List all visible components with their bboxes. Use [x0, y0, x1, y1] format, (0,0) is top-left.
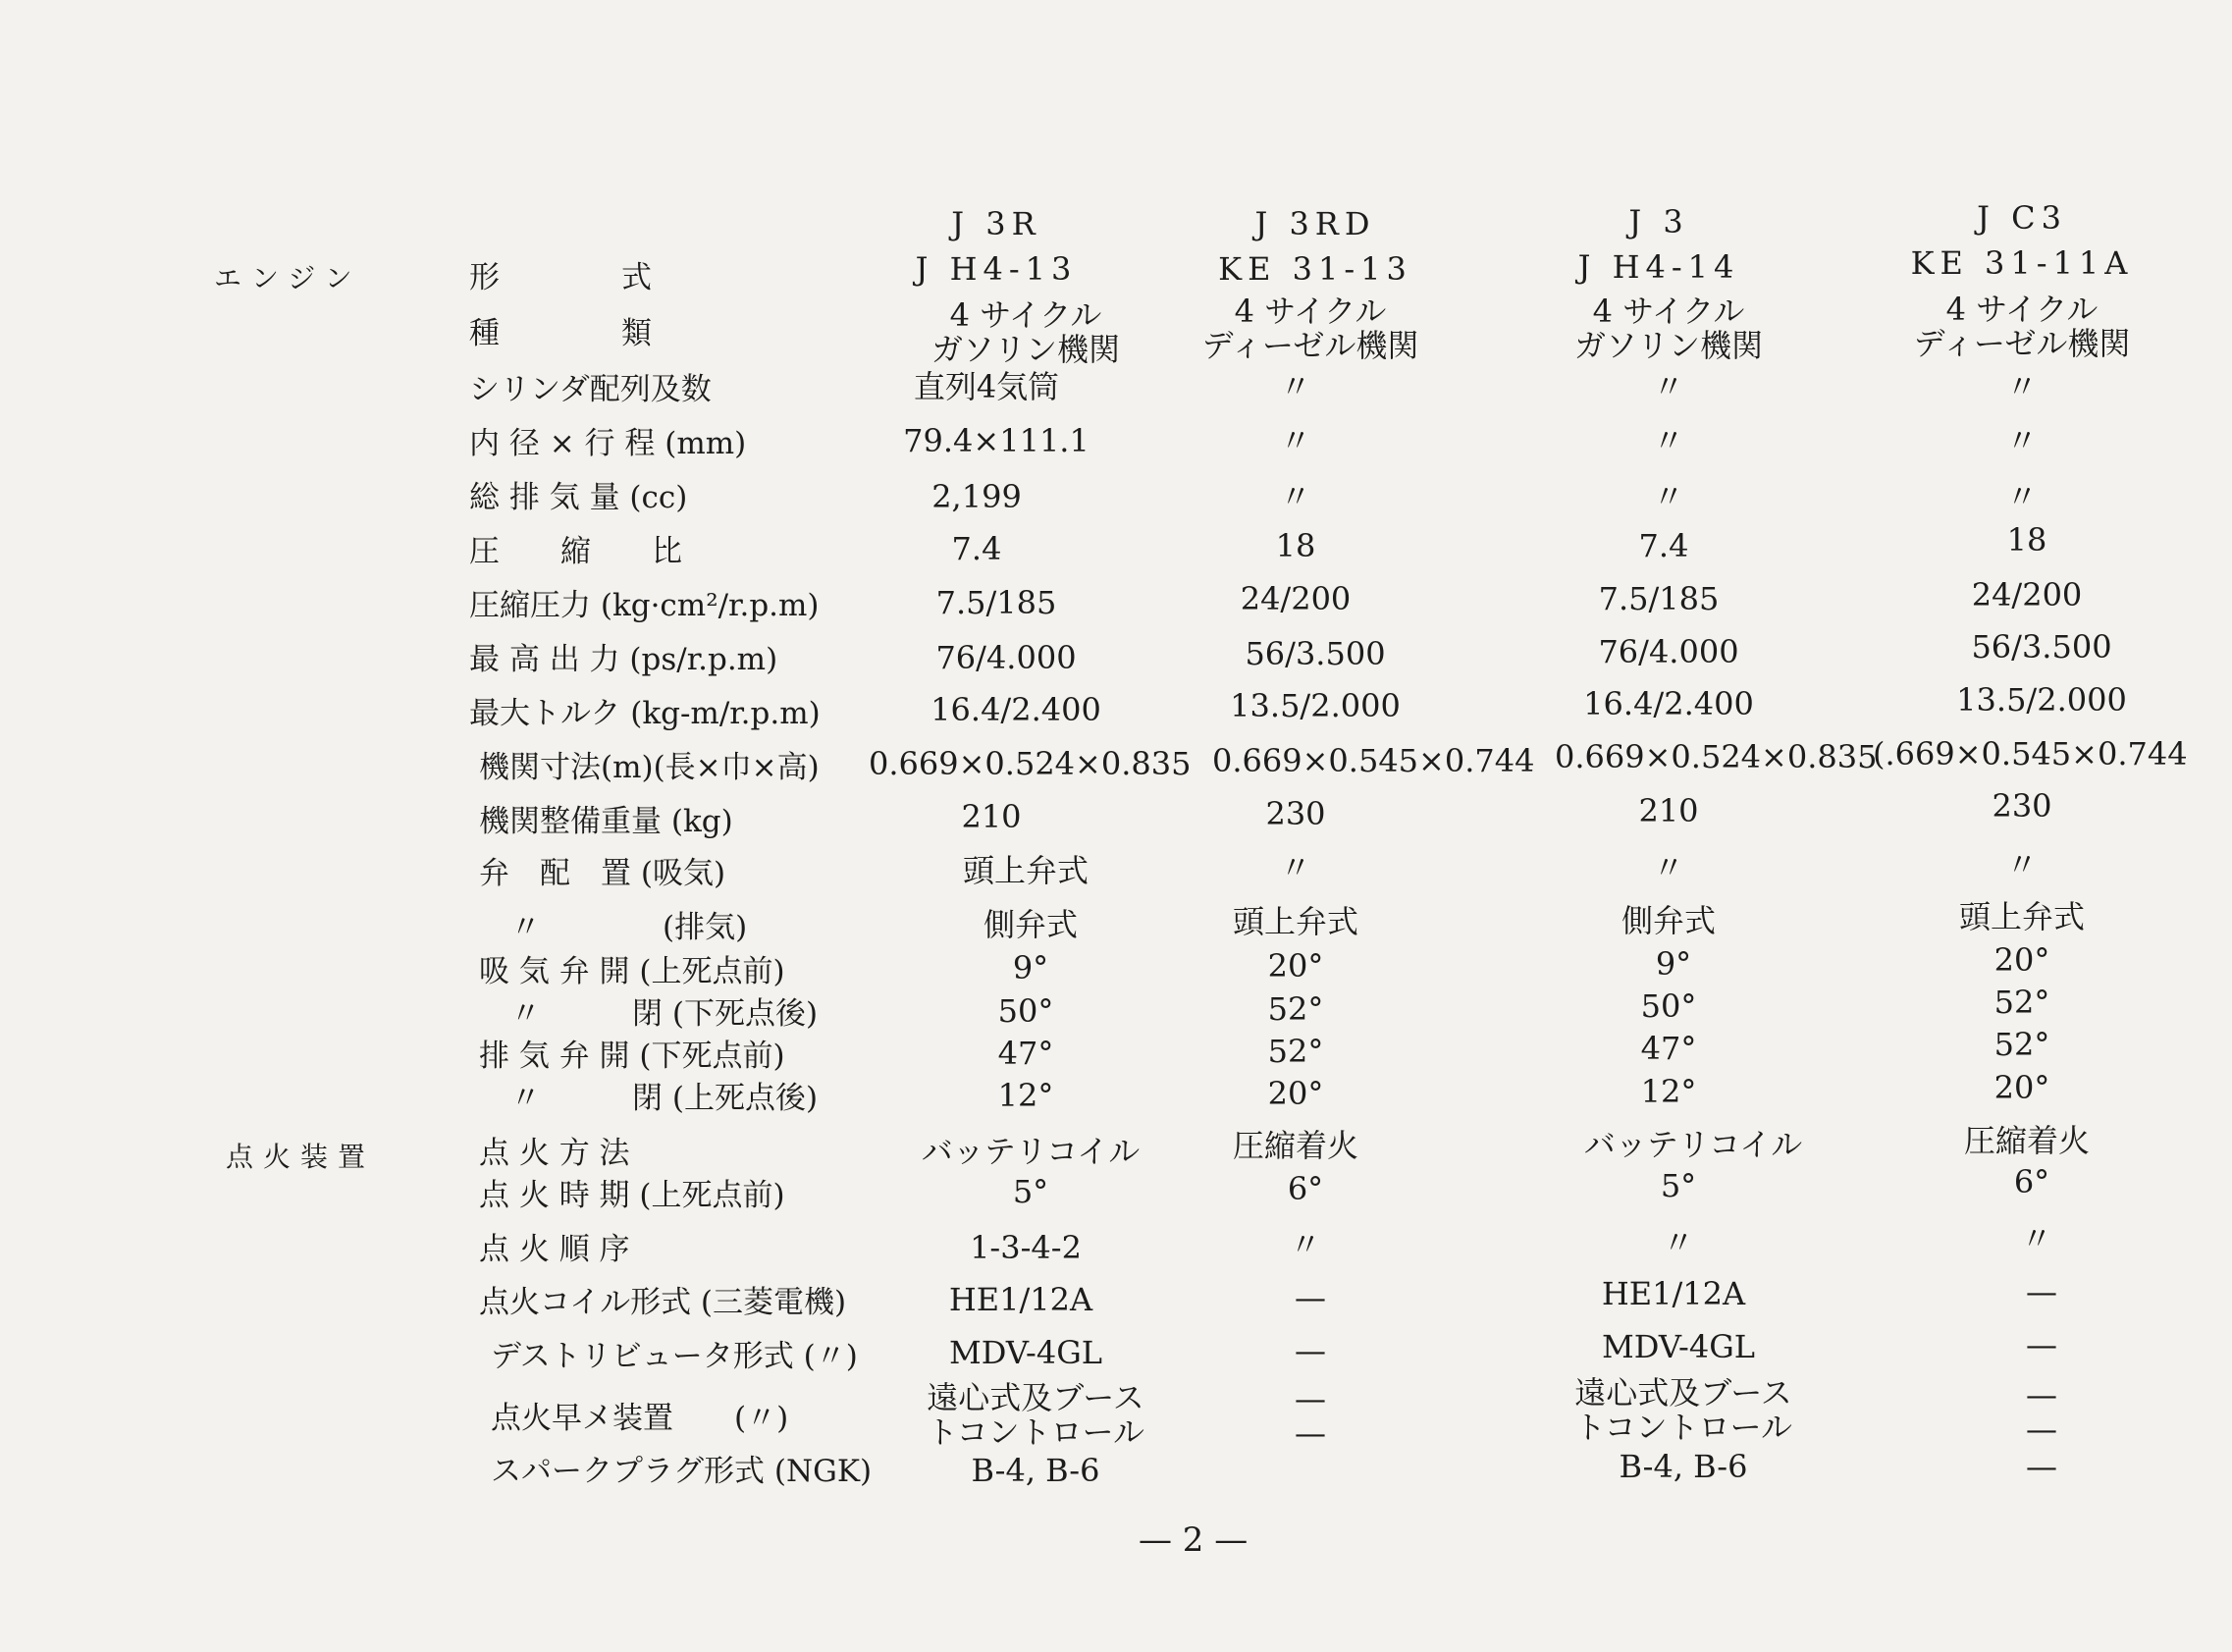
disp-col-4: 〃 [2005, 478, 2038, 515]
model-2-engine: KE 31-13 [1218, 250, 1412, 288]
coil-col-3: HE1/12A [1601, 1275, 1746, 1312]
dim-col-2: 0.669×0.545×0.744 [1212, 742, 1535, 779]
out-col-4: 56/3.500 [1971, 628, 2112, 666]
fo-col-2: 〃 [1289, 1226, 1321, 1263]
row-label-ignition-timing: 点 火 時 期 (上死点前) [479, 1178, 785, 1213]
bore-col-2: 〃 [1279, 422, 1311, 459]
im-col-1: バッテリコイル [921, 1133, 1141, 1170]
coil-col-2: — [1295, 1279, 1326, 1316]
im-col-3: バッテリコイル [1583, 1126, 1803, 1163]
row-label-bore-stroke: 内 径 × 行 程 (mm) [469, 426, 747, 461]
model-1-name: J 3R [951, 205, 1041, 242]
coil-col-1: HE1/12A [948, 1281, 1093, 1318]
eo-col-3: 47° [1640, 1030, 1697, 1067]
ve-col-3: 側弁式 [1621, 902, 1716, 939]
row-label-valve-exhaust: 〃 (排気) [510, 910, 748, 945]
io-col-2: 20° [1267, 947, 1324, 985]
it-col-2: 6° [1287, 1170, 1324, 1207]
adv-col-1: 遠心式及ブース トコントロール [926, 1379, 1145, 1452]
row-label-valve-intake: 弁 配 置 (吸気) [479, 856, 726, 891]
cr-col-1: 7.4 [951, 530, 1002, 567]
eo-col-4: 52° [1993, 1026, 2050, 1063]
model-4-name: J C3 [1977, 199, 2067, 237]
kind-col-3: 4 サイクル ガソリン機関 [1573, 293, 1763, 365]
row-label-exhaust-open: 排 気 弁 開 (下死点前) [479, 1039, 785, 1074]
row-label-ignition-method: 点 火 方 法 [479, 1136, 630, 1171]
row-label-kind: 種 類 [469, 316, 652, 351]
model-4-engine: KE 31-11A [1910, 244, 2134, 282]
bore-col-1: 79.4×111.1 [903, 422, 1089, 459]
ec-col-2: 20° [1267, 1075, 1324, 1112]
it-col-1: 5° [1012, 1173, 1049, 1210]
fo-col-4: 〃 [2020, 1220, 2052, 1257]
fo-col-3: 〃 [1662, 1224, 1694, 1261]
cyl-col-1: 直列4気筒 [913, 368, 1060, 405]
vi-col-2: 〃 [1279, 849, 1311, 886]
cp-col-1: 7.5/185 [935, 584, 1057, 621]
plug-col-4: — [2026, 1448, 2057, 1485]
cr-col-4: 18 [2006, 521, 2047, 559]
section-engine: エンジン [214, 262, 362, 294]
vi-col-1: 頭上弁式 [962, 852, 1089, 889]
bore-col-4: 〃 [2005, 422, 2038, 459]
ic-col-1: 50° [997, 992, 1054, 1030]
io-col-3: 9° [1655, 945, 1692, 983]
it-col-4: 6° [2013, 1163, 2050, 1200]
ec-col-1: 12° [997, 1077, 1054, 1114]
adv-col-2: — — [1295, 1380, 1326, 1453]
io-col-4: 20° [1993, 941, 2050, 979]
torque-col-2: 13.5/2.000 [1230, 687, 1401, 724]
vi-col-3: 〃 [1652, 849, 1684, 886]
cp-col-3: 7.5/185 [1598, 580, 1720, 617]
torque-col-3: 16.4/2.400 [1583, 685, 1754, 722]
adv-col-4: — — [2026, 1376, 2057, 1449]
model-3-name: J 3 [1628, 203, 1689, 240]
row-label-ignition-coil: 点火コイル形式 (三菱電機) [479, 1285, 847, 1320]
it-col-3: 5° [1660, 1167, 1697, 1204]
row-label-distributor: デストリビュータ形式 (〃) [491, 1339, 858, 1374]
kind-col-4: 4 サイクル ディーゼル機関 [1913, 291, 2131, 363]
row-label-max-output: 最 高 出 力 (ps/r.p.m) [469, 642, 778, 677]
section-ignition: 点火装置 [226, 1141, 376, 1173]
ic-col-3: 50° [1640, 987, 1697, 1025]
dim-col-4: (.669×0.545×0.744 [1873, 735, 2188, 773]
dist-col-3: MDV-4GL [1601, 1328, 1755, 1365]
ve-col-1: 側弁式 [983, 906, 1078, 943]
out-col-1: 76/4.000 [935, 639, 1077, 676]
disp-col-3: 〃 [1652, 478, 1684, 515]
disp-col-2: 〃 [1279, 478, 1311, 515]
row-label-advance: 点火早メ装置 (〃) [491, 1401, 789, 1436]
dist-col-2: — [1295, 1332, 1326, 1369]
row-label-intake-close: 〃 閉 (下死点後) [510, 996, 819, 1032]
coil-col-4: — [2026, 1273, 2057, 1310]
model-1-engine: J H4-13 [915, 250, 1078, 288]
wt-col-3: 210 [1638, 792, 1699, 829]
cyl-col-4: 〃 [2005, 368, 2038, 405]
torque-col-4: 13.5/2.000 [1956, 681, 2127, 719]
dist-col-4: — [2026, 1326, 2057, 1363]
row-label-cylinders: シリンダ配列及数 [469, 372, 712, 407]
row-label-compression-pressure: 圧縮圧力 (kg·cm²/r.p.m) [469, 588, 820, 623]
out-col-2: 56/3.500 [1245, 635, 1386, 672]
ve-col-4: 頭上弁式 [1958, 898, 2085, 935]
row-label-compression-ratio: 圧 縮 比 [469, 534, 682, 569]
row-label-dimensions: 機関寸法(m)(長×巾×高) [479, 750, 820, 785]
im-col-2: 圧縮着火 [1232, 1127, 1358, 1164]
wt-col-2: 230 [1265, 795, 1326, 832]
dist-col-1: MDV-4GL [948, 1334, 1102, 1371]
row-label-max-torque: 最大トルク (kg-m/r.p.m) [469, 696, 821, 731]
row-label-exhaust-close: 〃 閉 (上死点後) [510, 1081, 819, 1116]
row-label-type: 形 式 [469, 260, 652, 295]
im-col-4: 圧縮着火 [1963, 1122, 2090, 1159]
ic-col-2: 52° [1267, 990, 1324, 1028]
row-label-spark-plug: スパークプラグ形式 (NGK) [491, 1454, 873, 1489]
wt-col-1: 210 [961, 798, 1022, 835]
vi-col-4: 〃 [2005, 846, 2038, 883]
eo-col-1: 47° [997, 1035, 1054, 1072]
row-label-intake-open: 吸 気 弁 開 (上死点前) [479, 954, 785, 989]
disp-col-1: 2,199 [931, 478, 1022, 515]
eo-col-2: 52° [1267, 1033, 1324, 1070]
cr-col-2: 18 [1275, 527, 1316, 564]
kind-col-1: 4 サイクル ガソリン機関 [930, 296, 1120, 369]
dim-col-3: 0.669×0.524×0.835 [1555, 738, 1878, 775]
io-col-1: 9° [1012, 949, 1049, 986]
adv-col-3: 遠心式及ブース トコントロール [1573, 1374, 1793, 1447]
cyl-col-2: 〃 [1279, 368, 1311, 405]
row-label-firing-order: 点 火 順 序 [479, 1232, 630, 1267]
row-label-displacement: 総 排 気 量 (cc) [469, 480, 688, 515]
cp-col-4: 24/200 [1971, 576, 2083, 613]
cp-col-2: 24/200 [1240, 580, 1352, 617]
cr-col-3: 7.4 [1638, 527, 1689, 564]
fo-col-1: 1-3-4-2 [970, 1229, 1082, 1266]
model-2-name: J 3RD [1254, 205, 1376, 242]
ve-col-2: 頭上弁式 [1232, 903, 1358, 940]
dim-col-1: 0.669×0.524×0.835 [869, 745, 1192, 782]
plug-col-1: B-4, B-6 [971, 1452, 1100, 1489]
out-col-3: 76/4.000 [1598, 633, 1739, 670]
bore-col-3: 〃 [1652, 422, 1684, 459]
model-3-engine: J H4-14 [1577, 248, 1740, 286]
cyl-col-3: 〃 [1652, 368, 1684, 405]
ic-col-4: 52° [1993, 984, 2050, 1021]
wt-col-4: 230 [1992, 787, 2052, 825]
ec-col-4: 20° [1993, 1069, 2050, 1106]
page-number: — 2 — [1139, 1520, 1249, 1560]
torque-col-1: 16.4/2.400 [930, 691, 1101, 728]
ec-col-3: 12° [1640, 1073, 1697, 1110]
plug-col-3: B-4, B-6 [1619, 1448, 1748, 1485]
kind-col-2: 4 サイクル ディーゼル機関 [1201, 293, 1419, 365]
row-label-weight: 機関整備重量 (kg) [479, 804, 733, 839]
